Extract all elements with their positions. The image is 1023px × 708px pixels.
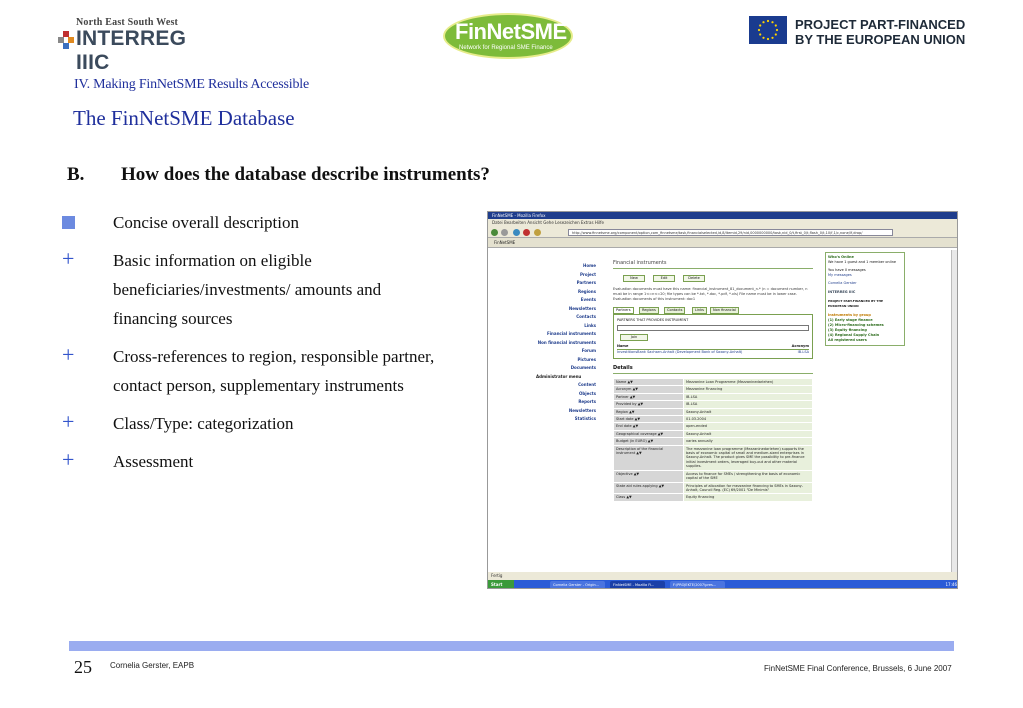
nav-item: Statistics: [574, 416, 596, 421]
plus-icon: +: [62, 409, 75, 434]
eu-line-1: PROJECT PART-FINANCED: [795, 17, 966, 32]
interreg-mark-icon: [58, 31, 74, 49]
detail-key: Provided by ▲▼: [614, 401, 684, 408]
detail-row: [614, 393, 813, 400]
section-label: IV. Making FinNetSME Results Accessible: [74, 77, 309, 92]
bullet-continuation: [62, 275, 462, 304]
partner-row: [617, 350, 809, 355]
messages-link: My messages: [828, 273, 852, 277]
finnetsme-logo-text: FinNetSME: [455, 19, 567, 44]
details-heading: Details: [613, 365, 813, 374]
stop-icon: [523, 229, 530, 236]
question-heading: How does the database describe instruments?: [121, 164, 490, 185]
nav-item: Content: [578, 382, 596, 387]
page-scrollbar: [951, 250, 957, 572]
details-table: [613, 378, 813, 502]
tab-links: Links: [692, 307, 707, 314]
start-button: Start: [488, 580, 514, 589]
page-heading: Financial instruments: [613, 260, 813, 269]
detail-key: Partner ▲▼: [614, 393, 684, 400]
tab-non-financial: Non financial: [710, 307, 739, 314]
nav-item: Reports: [578, 399, 596, 404]
bullet-text: Class/Type: categorization: [113, 414, 294, 433]
nav-item: Events: [580, 297, 596, 302]
browser-tab: FinNetSME: [488, 238, 957, 248]
detail-value: IB-LSA: [684, 393, 813, 400]
eu-line-2: BY THE EUROPEAN UNION: [795, 32, 966, 47]
detail-value: IB-LSA: [684, 401, 813, 408]
nav-item: Project: [579, 271, 596, 277]
group-item: (1) Early stage finance: [828, 318, 873, 322]
finnetsme-logo: [443, 13, 573, 59]
tab-contacts: Contacts: [664, 307, 685, 314]
bullet-list: [62, 208, 462, 476]
new-button: New: [623, 275, 645, 282]
interreg-mini-logo: INTERREG IIIC: [828, 290, 856, 294]
detail-key: Geographical coverage ▲▼: [614, 430, 684, 437]
detail-row: [614, 423, 813, 430]
nav-item: Pictures: [577, 356, 596, 362]
plus-icon: +: [62, 246, 75, 271]
bullet-item: [62, 409, 462, 438]
whos-online-heading: Who's Online: [828, 255, 854, 259]
author: Cornelia Gerster, EAPB: [110, 661, 195, 670]
clock: 17:46: [945, 582, 957, 587]
nav-item: Links: [584, 322, 596, 328]
delete-button: Delete: [683, 275, 705, 282]
right-panel: [825, 252, 905, 346]
forward-icon: [501, 229, 508, 236]
nav-item: Objects: [578, 390, 596, 396]
detail-value: Access to finance for SMEs / strengthening the basis of economic capital of the SME: [684, 470, 813, 482]
page-content: [488, 250, 958, 572]
finnetsme-logo-subtitle: Network for Regional SME Finance: [459, 45, 553, 51]
bullet-text: beneficiaries/investments/ amounts and: [113, 280, 382, 299]
bullet-text: Cross-references to region, responsible partner,: [113, 347, 435, 366]
detail-row: [614, 386, 813, 393]
browser-menu-bar: Datei Bearbeiten Ansicht Gehe Lesezeichen Extras Hilfe: [488, 219, 957, 227]
eu-mini-logo: PROJECT PART-FINANCED BY THE EUROPEAN UNION: [828, 299, 884, 308]
user-link: Cornelia Gerster: [828, 281, 857, 285]
detail-key: Objective ▲▼: [614, 470, 684, 482]
detail-key: State aid rules applying ▲▼: [614, 482, 684, 494]
nav-item: Newsletters: [568, 407, 596, 413]
nav-item: Regions: [577, 288, 596, 294]
detail-value: varies annually: [684, 438, 813, 445]
nav-item: Forum: [581, 348, 596, 353]
interreg-name: INTERREG IIIC: [76, 27, 187, 74]
col-acronym: Acronym: [791, 344, 809, 348]
reload-icon: [513, 229, 520, 236]
bullet-text: Assessment: [113, 452, 194, 471]
partner-select: [617, 325, 809, 331]
bullet-item: [62, 342, 462, 371]
online-text: We have 1 guest and 1 member online: [828, 260, 897, 264]
detail-tabs: [613, 307, 813, 314]
bullet-text: Basic information on eligible: [113, 251, 312, 270]
eu-logo: [749, 16, 966, 48]
detail-key: Name ▲▼: [614, 379, 684, 386]
windows-taskbar: [488, 580, 958, 589]
detail-value: Saxony-Anhalt: [684, 408, 813, 415]
detail-row: [614, 494, 813, 501]
detail-row: [614, 438, 813, 445]
tab-regions: Regions: [639, 307, 659, 314]
partners-label: PARTNERS THAT PROVIDES INSTRUMENT: [617, 318, 689, 322]
join-button: Join: [620, 334, 648, 341]
back-icon: [491, 229, 498, 236]
square-bullet-icon: [62, 216, 75, 229]
bullet-continuation: [62, 304, 462, 333]
detail-value: Saxony-Anhalt: [684, 430, 813, 437]
detail-row: [614, 470, 813, 482]
group-item: All registered users: [828, 338, 867, 342]
edit-button: Edit: [653, 275, 675, 282]
nav-item: Newsletters: [568, 305, 596, 311]
instruments-by-group: Instruments by group: [828, 313, 871, 317]
browser-title-bar: FinNetSME - Mozilla Firefox: [488, 212, 957, 219]
taskbar-item: F:\PROJEKTE\2007\pres...: [670, 581, 725, 589]
instrument-panel: [613, 260, 813, 502]
site-nav: [536, 262, 596, 424]
eu-flag-icon: [749, 16, 787, 44]
bullet-continuation: [62, 371, 462, 400]
nav-item: Non financial instruments: [537, 339, 596, 345]
browser-nav-bar: [488, 227, 957, 238]
detail-key: Region ▲▼: [614, 408, 684, 415]
home-icon: [534, 229, 541, 236]
detail-row: [614, 416, 813, 423]
interreg-logo: [58, 17, 218, 74]
group-item: (4) Regional Supply Chain: [828, 333, 880, 337]
detail-row: [614, 482, 813, 494]
bullet-text: contact person, supplementary instruments: [113, 376, 404, 395]
bullet-item: [62, 447, 462, 476]
nav-item: Documents: [570, 365, 596, 370]
tab-partners: Partners: [613, 307, 634, 314]
action-buttons: [613, 275, 813, 282]
detail-value: The mezzanine loan programme (Mezzaninedarlehen) supports the basis of economic capital of small and medium-sized enterprises in Saxony-Anhalt. The product gives SME the possibility to pre-finance initial investment orders, leveraged buy-out and other material supplies.: [684, 445, 813, 470]
detail-row: [614, 430, 813, 437]
status-bar: Fertig: [488, 572, 958, 580]
nav-item: Financial instruments: [546, 331, 596, 336]
conference-label: FinNetSME Final Conference, Brussels, 6 June 2007: [764, 664, 952, 673]
plus-icon: +: [62, 447, 75, 472]
bullet-item: [62, 246, 462, 275]
footer-bar: [69, 641, 954, 651]
database-screenshot: [487, 211, 958, 589]
nav-item: Contacts: [576, 314, 596, 319]
group-item: (2) Micro-financing schemes: [828, 323, 884, 327]
detail-value: Mezzanine Financing: [684, 386, 813, 393]
bullet-text: Concise overall description: [113, 213, 300, 232]
detail-key: Budget (in EURO) ▲▼: [614, 438, 684, 445]
bullet-item: [62, 208, 462, 237]
bullet-text: financing sources: [113, 309, 233, 328]
detail-value: Principles of allocation for mezzanine financing to SMEs in Saxony-Anhalt, Council Reg. (EC) 69/2001 "De Minimis": [684, 482, 813, 494]
group-item: (3) Equity financing: [828, 328, 867, 332]
col-name: Name: [617, 344, 629, 348]
detail-row: [614, 379, 813, 386]
address-bar: http://www.finnetsme.org/component/option,com_finnetsme/task,financialselected,id,8/Itemid,29/nid,0000000000/task,nid_0/t,first_0/t,flash_0/t,10/f,1/c,none/lf,drop/: [568, 229, 893, 236]
detail-value: 01.03.2004: [684, 416, 813, 423]
detail-value: Equity financing: [684, 494, 813, 501]
nav-item: Partners: [576, 280, 596, 285]
detail-row: [614, 408, 813, 415]
detail-key: Class ▲▼: [614, 494, 684, 501]
detail-key: Start date ▲▼: [614, 416, 684, 423]
taskbar-item: FinNetSME - Mozilla Fi...: [610, 581, 665, 589]
detail-key: Description of the financial instrument ▲▼: [614, 445, 684, 470]
detail-key: Acronym ▲▼: [614, 386, 684, 393]
partner-name: InvestitionsBank Sachsen-Anhalt (Development Bank of Saxony-Anhalt): [617, 350, 743, 354]
page-number: 25: [74, 657, 92, 677]
detail-key: End date ▲▼: [614, 423, 684, 430]
detail-row: [614, 445, 813, 470]
interreg-tagline: North East South West: [76, 17, 179, 28]
detail-row: [614, 401, 813, 408]
taskbar-item: Cornelia Gerster - Origin...: [550, 581, 605, 589]
partner-acronym: IB-LSA: [797, 350, 809, 354]
messages-text: You have 0 messages: [828, 268, 866, 272]
admin-menu-label: Administrator menu: [536, 373, 582, 379]
slide-title: The FinNetSME Database: [73, 106, 295, 130]
detail-value: Mezzanine Loan Programme (Mezzaninedarlehen): [684, 379, 813, 386]
nav-item: Home: [583, 263, 596, 268]
plus-icon: +: [62, 342, 75, 367]
documents-note: Evaluation documents must have this name: financial_instrument_81_document_n.* (n = document number, n must be in range 1<=n<=20; file types can be *.txt, *.doc, *.pdf, *.xls) File name must be in lower case. Evaluation documents of this instrument: doc1: [613, 287, 808, 301]
detail-value: open-ended: [684, 423, 813, 430]
question-letter: B.: [67, 164, 85, 185]
partners-box: [613, 314, 813, 359]
